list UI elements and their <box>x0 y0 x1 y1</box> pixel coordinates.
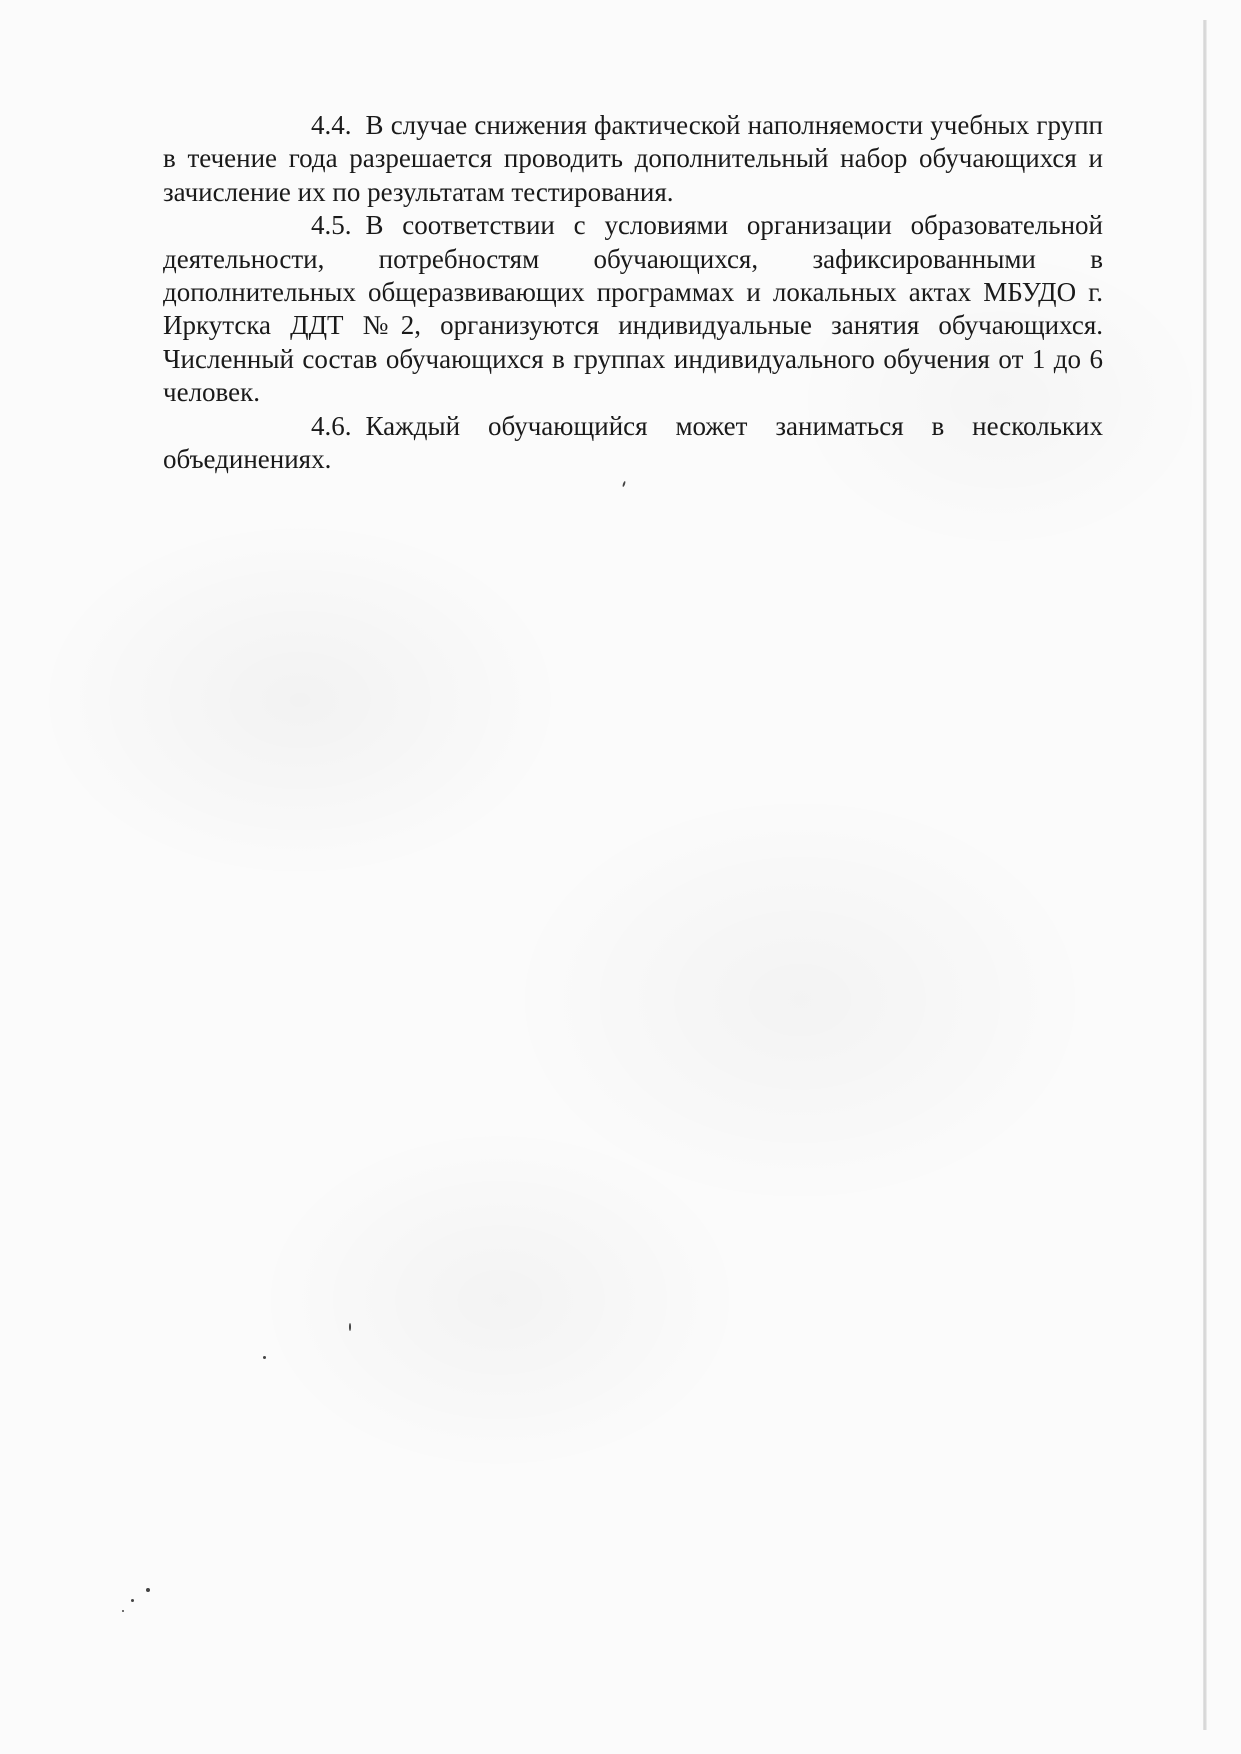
page-edge-shadow <box>1203 20 1207 1730</box>
scan-speck <box>146 1588 150 1592</box>
clause-4-6 <box>163 410 1103 477</box>
clause-text: Каждый обучающийся может заниматься в нескольких объединениях. <box>163 410 1103 475</box>
clause-4-4 <box>163 109 1103 209</box>
scan-speck <box>622 481 626 487</box>
clause-4-5 <box>163 209 1103 409</box>
scan-speck <box>349 1323 351 1331</box>
document-body <box>163 109 1103 476</box>
clause-number: 4.6. <box>311 410 352 441</box>
scan-speck <box>263 1356 266 1359</box>
scan-speck <box>122 1610 124 1612</box>
clause-number: 4.5. <box>311 210 352 241</box>
clause-text: В случае снижения фактической наполняемости учебных групп в течение года разрешается проводить дополнительный набор обучающихся и зачисление их по результатам тестирования. <box>163 110 1103 207</box>
scan-speck <box>131 1599 134 1602</box>
clause-number: 4.4. <box>311 110 352 140</box>
clause-text: В соответствии с условиями организации образовательной деятельности, потребностям обучающихся, зафиксированными в дополнительных общеразвивающих программах и локальных актах МБУДО г. Иркутска ДДТ №2, организуются индивидуальные занятия обучающихся. Численный состав обучающихся в группах индивидуального обучения от 1 до 6 человек. <box>163 210 1103 408</box>
